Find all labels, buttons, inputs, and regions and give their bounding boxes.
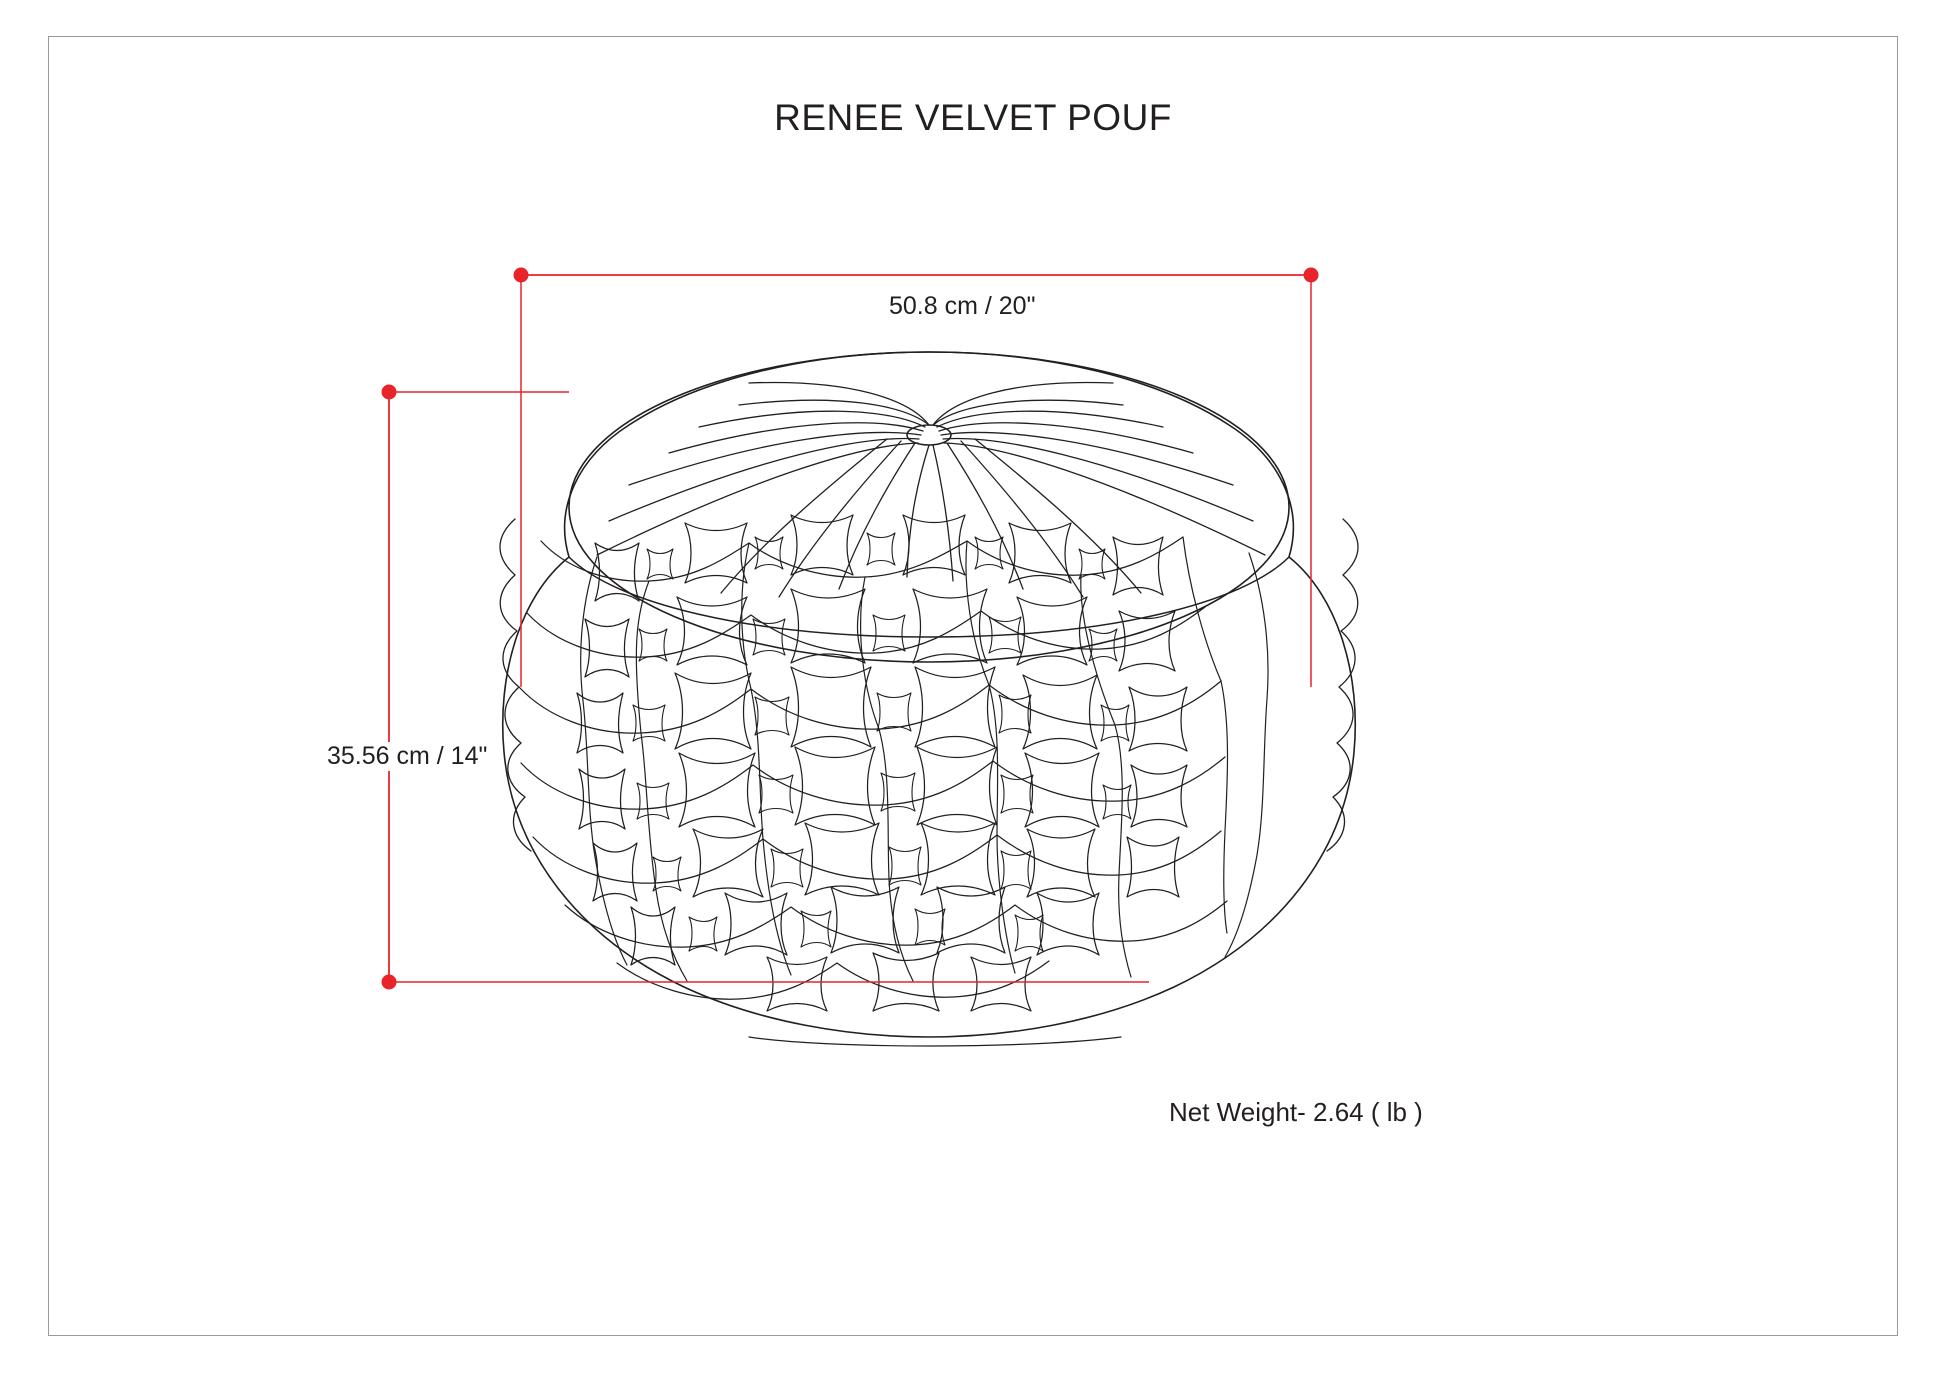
dimension-endpoint (382, 975, 397, 990)
drawing-sheet (48, 36, 1898, 1336)
dimension-endpoint (382, 385, 397, 400)
dimension-annotations (49, 37, 1899, 1337)
dimension-endpoint (514, 268, 529, 283)
dimension-endpoint (1304, 268, 1319, 283)
net-weight-label: Net Weight- 2.64 ( lb ) (1169, 1097, 1423, 1127)
width-dimension-label: 50.8 cm / 20" (879, 292, 1045, 321)
page-title: RENEE VELVET POUF (774, 97, 1172, 138)
height-dimension-label: 35.56 cm / 14" (317, 742, 497, 771)
